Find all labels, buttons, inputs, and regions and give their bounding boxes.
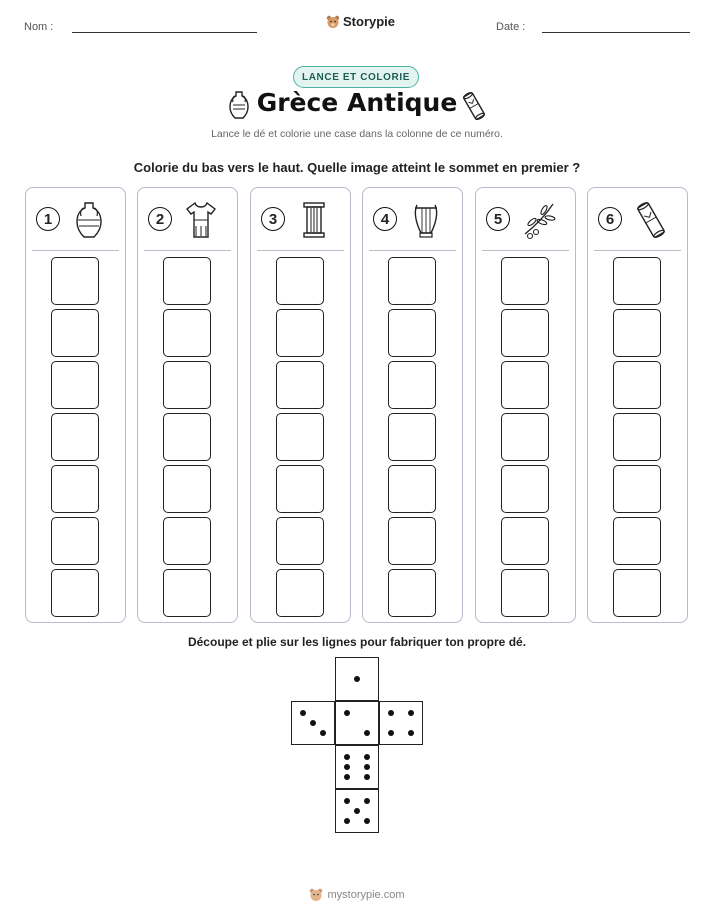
page-title: Grèce Antique bbox=[256, 88, 458, 117]
column-header bbox=[251, 188, 350, 250]
dice-pip bbox=[354, 676, 360, 682]
color-cell[interactable] bbox=[388, 257, 436, 305]
column-header bbox=[588, 188, 687, 250]
color-cell[interactable] bbox=[501, 361, 549, 409]
column-number: 3 bbox=[261, 207, 285, 231]
color-cell[interactable] bbox=[276, 309, 324, 357]
tunic-icon bbox=[184, 200, 218, 240]
color-cell[interactable] bbox=[163, 517, 211, 565]
dice-pip bbox=[300, 710, 306, 716]
activity-badge: LANCE ET COLORIE bbox=[293, 66, 419, 88]
color-cell[interactable] bbox=[163, 569, 211, 617]
column-divider bbox=[369, 250, 456, 251]
color-cell[interactable] bbox=[276, 465, 324, 513]
scroll-icon bbox=[634, 200, 668, 240]
column-5 bbox=[475, 187, 576, 623]
color-cell[interactable] bbox=[276, 361, 324, 409]
date-label: Date : bbox=[496, 21, 526, 33]
color-cell[interactable] bbox=[163, 361, 211, 409]
color-cell[interactable] bbox=[613, 517, 661, 565]
column-3 bbox=[250, 187, 351, 623]
scroll-icon bbox=[460, 90, 488, 122]
column-number: 1 bbox=[36, 207, 60, 231]
dice-pip bbox=[344, 774, 350, 780]
dice-pip bbox=[408, 730, 414, 736]
color-cell[interactable] bbox=[51, 517, 99, 565]
dice-pip bbox=[364, 764, 370, 770]
dice-pip bbox=[344, 754, 350, 760]
color-cell[interactable] bbox=[276, 257, 324, 305]
dice-pip bbox=[364, 774, 370, 780]
dice-face-6 bbox=[335, 745, 379, 789]
color-cell[interactable] bbox=[51, 309, 99, 357]
dice-face-1 bbox=[335, 657, 379, 701]
color-cell[interactable] bbox=[51, 257, 99, 305]
color-cell[interactable] bbox=[388, 569, 436, 617]
color-cell[interactable] bbox=[388, 465, 436, 513]
dice-pip bbox=[344, 818, 350, 824]
column-header bbox=[476, 188, 575, 250]
column-header bbox=[138, 188, 237, 250]
column-2 bbox=[137, 187, 238, 623]
dice-pip bbox=[364, 754, 370, 760]
amphora-icon bbox=[72, 200, 106, 240]
color-cell[interactable] bbox=[501, 257, 549, 305]
color-cell[interactable] bbox=[163, 465, 211, 513]
column-header bbox=[363, 188, 462, 250]
dice-pip bbox=[320, 730, 326, 736]
brand-name: Storypie bbox=[343, 14, 396, 29]
footer-url[interactable]: mystorypie.com bbox=[327, 889, 405, 901]
coloring-instruction: Colorie du bas vers le haut. Quelle image atteint le sommet en premier ? bbox=[133, 160, 581, 175]
dice-pip bbox=[344, 764, 350, 770]
column-6 bbox=[587, 187, 688, 623]
olive-branch-icon bbox=[522, 200, 556, 240]
color-cell[interactable] bbox=[51, 413, 99, 461]
lyre-icon bbox=[409, 200, 443, 240]
dice-face-5 bbox=[335, 789, 379, 833]
name-label: Nom : bbox=[24, 21, 54, 33]
color-cell[interactable] bbox=[501, 413, 549, 461]
column-divider bbox=[257, 250, 344, 251]
column-divider bbox=[144, 250, 231, 251]
dice-pip bbox=[310, 720, 316, 726]
name-line[interactable] bbox=[72, 32, 257, 33]
column-icon bbox=[297, 200, 331, 240]
color-cell[interactable] bbox=[613, 257, 661, 305]
color-cell[interactable] bbox=[501, 465, 549, 513]
date-line[interactable] bbox=[542, 32, 690, 33]
color-cell[interactable] bbox=[388, 361, 436, 409]
column-divider bbox=[32, 250, 119, 251]
color-cell[interactable] bbox=[163, 413, 211, 461]
color-cell[interactable] bbox=[276, 517, 324, 565]
color-cell[interactable] bbox=[51, 361, 99, 409]
dice-pip bbox=[364, 798, 370, 804]
dice-pip bbox=[408, 710, 414, 716]
dice-pip bbox=[364, 818, 370, 824]
dice-pip bbox=[388, 710, 394, 716]
dice-face-3 bbox=[291, 701, 335, 745]
dice-face-2 bbox=[335, 701, 379, 745]
color-cell[interactable] bbox=[613, 569, 661, 617]
color-cell[interactable] bbox=[51, 465, 99, 513]
color-cell[interactable] bbox=[163, 309, 211, 357]
color-cell[interactable] bbox=[163, 257, 211, 305]
bear-icon bbox=[326, 15, 340, 29]
color-cell[interactable] bbox=[501, 569, 549, 617]
column-1 bbox=[25, 187, 126, 623]
brand-logo bbox=[326, 14, 395, 29]
color-cell[interactable] bbox=[388, 517, 436, 565]
color-cell[interactable] bbox=[501, 309, 549, 357]
bear-icon bbox=[309, 888, 323, 902]
dice-face-4 bbox=[379, 701, 423, 745]
column-4 bbox=[362, 187, 463, 623]
column-number: 5 bbox=[486, 207, 510, 231]
column-divider bbox=[482, 250, 569, 251]
footer bbox=[0, 888, 714, 902]
column-number: 2 bbox=[148, 207, 172, 231]
color-cell[interactable] bbox=[388, 309, 436, 357]
dice-pip bbox=[388, 730, 394, 736]
dice-pip bbox=[344, 710, 350, 716]
column-number: 6 bbox=[598, 207, 622, 231]
column-header bbox=[26, 188, 125, 250]
dice-instruction: Découpe et plie sur les lignes pour fabriquer ton propre dé. bbox=[187, 635, 527, 649]
color-cell[interactable] bbox=[613, 361, 661, 409]
color-cell[interactable] bbox=[613, 413, 661, 461]
color-cell[interactable] bbox=[501, 517, 549, 565]
dice-pip bbox=[364, 730, 370, 736]
color-cell[interactable] bbox=[388, 413, 436, 461]
color-cell[interactable] bbox=[613, 309, 661, 357]
column-divider bbox=[594, 250, 681, 251]
color-cell[interactable] bbox=[51, 569, 99, 617]
dice-pip bbox=[344, 798, 350, 804]
dice-pip bbox=[354, 808, 360, 814]
color-cell[interactable] bbox=[276, 413, 324, 461]
color-cell[interactable] bbox=[276, 569, 324, 617]
color-cell[interactable] bbox=[613, 465, 661, 513]
column-number: 4 bbox=[373, 207, 397, 231]
page-subtitle: Lance le dé et colorie une case dans la colonne de ce numéro. bbox=[211, 128, 503, 140]
